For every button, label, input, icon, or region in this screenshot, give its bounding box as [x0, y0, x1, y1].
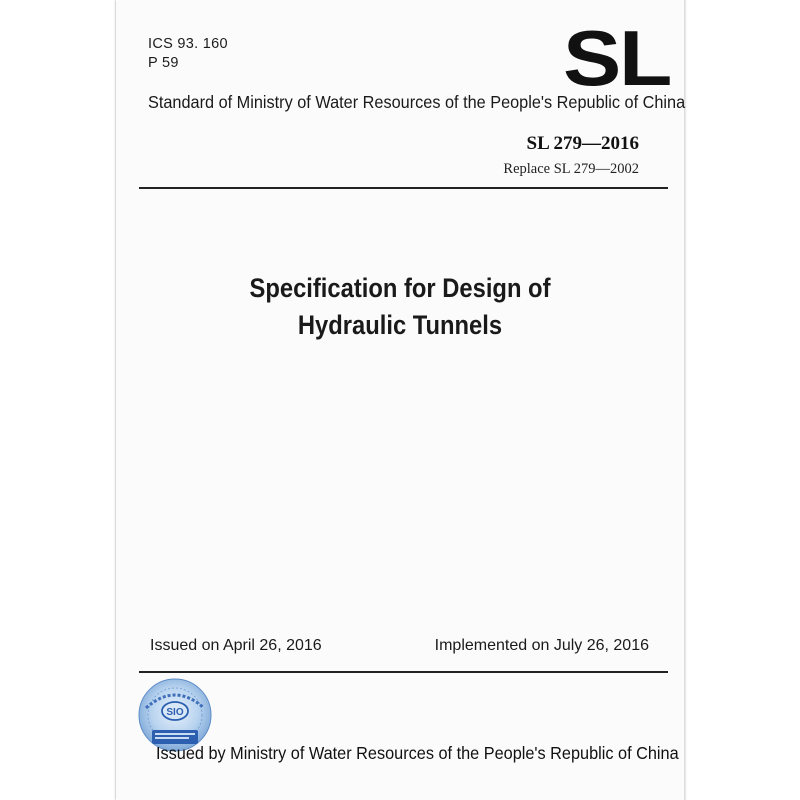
- standard-number: SL 279—2016: [526, 133, 639, 154]
- replaces-standard: Replace SL 279—2002: [503, 161, 639, 177]
- top-divider: [139, 187, 668, 189]
- svg-text:SIO: SIO: [166, 707, 184, 718]
- anti-counterfeit-hologram-seal-icon: [138, 678, 212, 752]
- cover-edge: [684, 0, 687, 800]
- bottom-divider: [139, 671, 668, 673]
- p-code: P 59: [148, 55, 179, 71]
- standard-ministry-line: Standard of Ministry of Water Resources of the People's Republic of China: [148, 92, 686, 112]
- title-line-1: Specification for Design of: [249, 273, 551, 303]
- implemented-date: Implemented on July 26, 2016: [434, 637, 649, 654]
- document-title: [116, 270, 684, 344]
- issuing-authority: Issued by Ministry of Water Resources of the People's Republic of China: [156, 743, 679, 763]
- issued-date: Issued on April 26, 2016: [150, 637, 322, 654]
- title-line-2: Hydraulic Tunnels: [297, 310, 503, 340]
- ics-code: ICS 93. 160: [148, 36, 228, 52]
- sl-logo: SL: [563, 14, 671, 102]
